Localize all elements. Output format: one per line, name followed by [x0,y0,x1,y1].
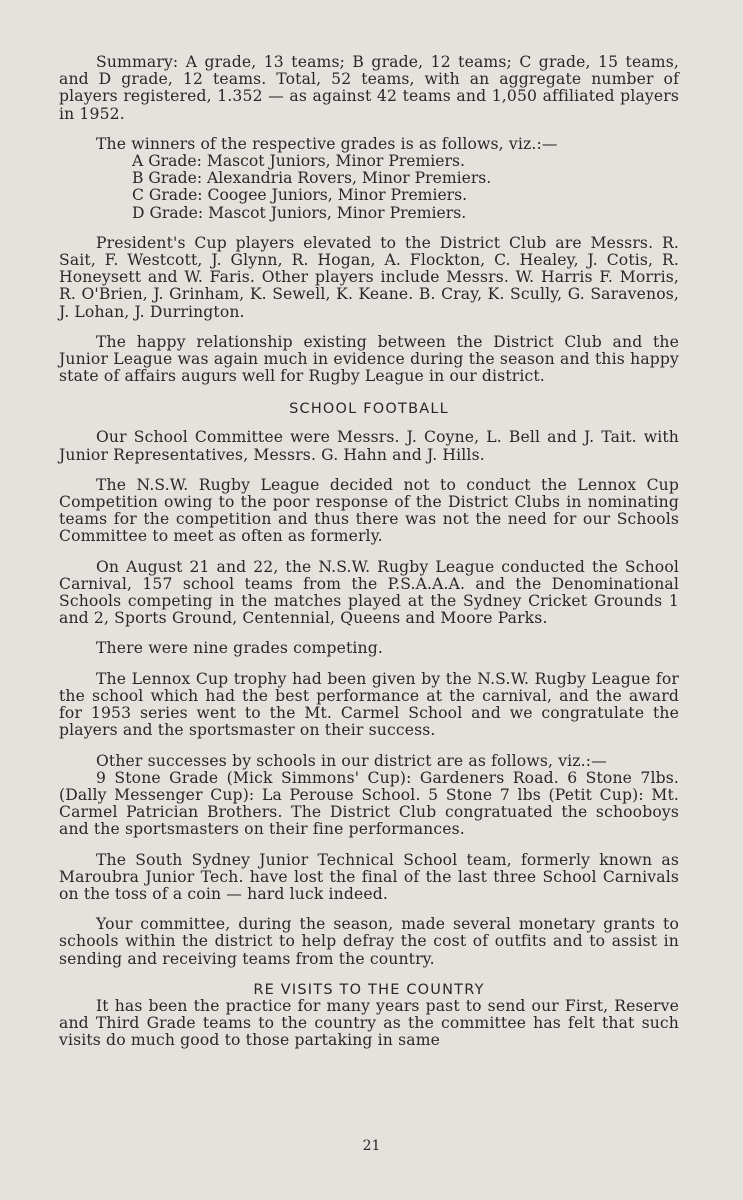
lennox-cup-paragraph: The N.S.W. Rugby League decided not to conduct the Lennox Cup Competition owing to the poor response of the District Clubs in nominating teams for the competition and thus there was not the need for our Schools Committee to meet as often as formerly. [59,475,679,546]
winners-intro: The winners of the respective grades is as follows, viz.:— [96,134,558,153]
nine-grades-paragraph: There were nine grades competing. [96,639,383,658]
lennox-trophy-paragraph: The Lennox Cup trophy had been given by the N.S.W. Rugby League for the school which had the best performance at the carnival, and the award for 1953 series went to the Mt. Carmel School and we congratulate the players and the sportsmaster on their success. [59,669,679,740]
school-football-heading: SCHOOL FOOTBALL [289,401,449,418]
page-content [59,54,679,1049]
winner-c-grade: C Grade: Coogee Juniors, Minor Premiers. [132,186,468,205]
summary-paragraph: Summary: A grade, 13 teams; B grade, 12 teams; C grade, 15 teams, and D grade, 12 teams. Total, 52 teams, with an aggregate number of players registered, 1.352 — as against 42 teams and 1,050 affiliated players in 1952. [59,53,679,123]
page-number: 21 [362,1138,381,1154]
presidents-cup-paragraph: President's Cup players elevated to the District Club are Messrs. R. Sait, F. Westcott, J. Glynn, R. Hogan, A. Flockton, C. Healey, J. Cotis, R. Honeysett and W. Faris. Other players include Messrs. W. Harris F. Morris, R. O'Brien, J. Grinham, K. Sewell, K. Keane. B. Cray, K. Scully, G. Saravenos, J. Lohan, J. Durrington. [59,233,679,321]
other-successes-list: 9 Stone Grade (Mick Simmons' Cup): Gardeners Road. 6 Stone 7lbs. (Dally Messenger Cup): La Perouse School. 5 Stone 7 lbs (Petit Cup): Mt. Carmel Patrician Brothers. The District Club congratuated the schooboys and the sportsmasters on their fine performances. [59,768,679,839]
monetary-grants-paragraph: Your committee, during the season, made several monetary grants to schools within the district to help defray the cost of outfits and to assist in sending and receiving teams from the country. [59,915,679,968]
winner-a-grade: A Grade: Mascot Juniors, Minor Premiers. [132,152,465,171]
technical-school-paragraph: The South Sydney Junior Technical School team, formerly known as Maroubra Junior Tech. have lost the final of the last three School Carnivals on the toss of a coin — hard luck indeed. [59,850,679,903]
winners-list [59,153,679,222]
other-successes-intro: Other successes by schools in our district are as follows, viz.:— [96,751,607,770]
school-committee-paragraph: Our School Committee were Messrs. J. Coyne, L. Bell and J. Tait. with Junior Representatives, Messrs. G. Hahn and J. Hills. [59,428,679,464]
country-visits-heading: RE VISITS TO THE COUNTRY [253,981,485,998]
school-carnival-paragraph: On August 21 and 22, the N.S.W. Rugby League conducted the School Carnival, 157 school teams from the P.S.A.A.A. and the Denominational Schools competing in the matches played at the Sydney Cricket Grounds 1 and 2, Sports Ground, Centennial, Queens and Moore Parks. [59,557,679,628]
winner-b-grade: B Grade: Alexandria Rovers, Minor Premiers. [132,169,492,188]
relationship-paragraph: The happy relationship existing between the District Club and the Junior League was again much in evidence during the season and this happy state of affairs augurs well for Rugby League in our district. [59,332,679,386]
country-visits-paragraph: It has been the practice for many years past to send our First, Reserve and Third Grade teams to the country as the committee has felt that such visits do much good to those partaking in same [59,996,679,1050]
winner-d-grade: D Grade: Mascot Juniors, Minor Premiers. [132,203,467,222]
